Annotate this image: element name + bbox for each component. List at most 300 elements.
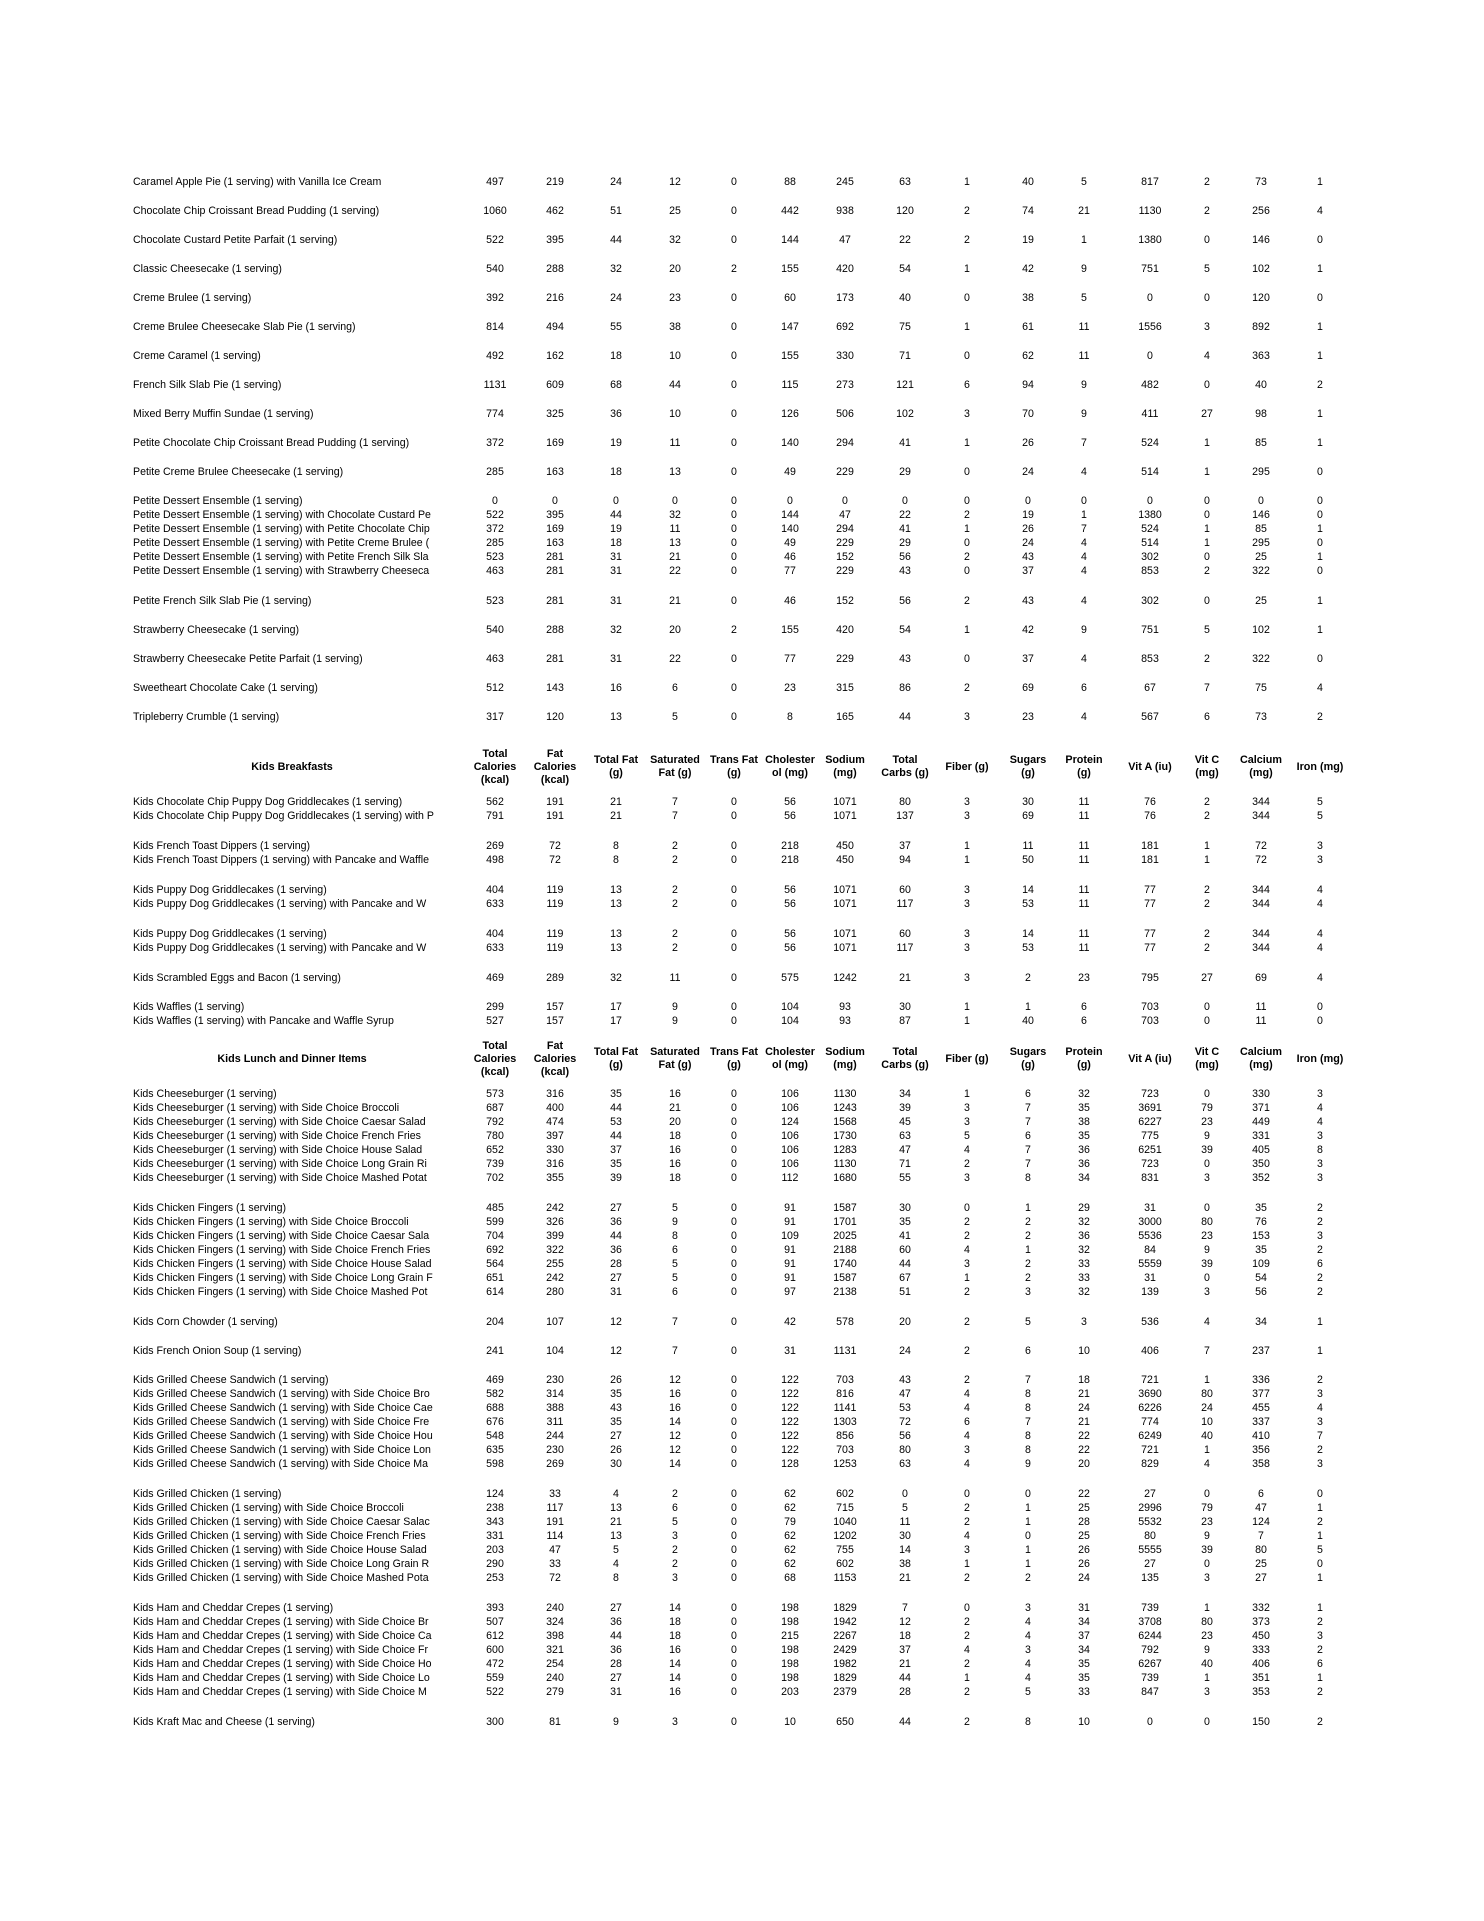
- item-name: Petite Creme Brulee Cheesecake (1 serving): [133, 466, 344, 478]
- item-name: Mixed Berry Muffin Sundae (1 serving): [133, 408, 314, 420]
- nutrient-value: 3: [964, 408, 970, 420]
- nutrient-value: 522: [486, 1686, 504, 1698]
- nutrient-value: 25: [1078, 1530, 1090, 1542]
- column-header: Vit C (mg): [1194, 754, 1220, 779]
- nutrient-value: 51: [610, 205, 622, 217]
- nutrient-value: 2: [1204, 205, 1210, 217]
- nutrient-value: 5: [1317, 1544, 1323, 1556]
- item-name: Kids Chicken Fingers (1 serving) with Side Choice French Fries: [133, 1244, 431, 1256]
- table-row: [0, 1171, 1484, 1185]
- nutrient-value: 43: [1022, 595, 1034, 607]
- nutrient-value: 1587: [833, 1272, 857, 1284]
- nutrient-value: 12: [669, 1374, 681, 1386]
- nutrient-value: 774: [486, 408, 504, 420]
- nutrient-value: 289: [546, 972, 564, 984]
- nutrient-value: 69: [1255, 972, 1267, 984]
- nutrient-value: 31: [610, 1286, 622, 1298]
- nutrient-value: 53: [1022, 898, 1034, 910]
- nutrient-value: 0: [1317, 292, 1323, 304]
- nutrient-value: 721: [1141, 1374, 1159, 1386]
- item-name: Strawberry Cheesecake Petite Parfait (1 serving): [133, 653, 363, 665]
- nutrient-value: 14: [669, 1602, 681, 1614]
- nutrient-value: 112: [781, 1172, 799, 1184]
- nutrient-value: 22: [669, 565, 681, 577]
- nutrient-value: 1: [1317, 321, 1323, 333]
- nutrient-value: 26: [1078, 1544, 1090, 1556]
- table-row: [0, 1387, 1484, 1401]
- nutrient-value: 22: [899, 509, 911, 521]
- nutrient-value: 1242: [833, 972, 857, 984]
- nutrient-value: 147: [781, 321, 799, 333]
- nutrient-value: 0: [964, 537, 970, 549]
- nutrient-value: 12: [610, 1345, 622, 1357]
- nutrient-value: 0: [731, 1244, 737, 1256]
- nutrient-value: 4: [1025, 1672, 1031, 1684]
- table-row: [0, 681, 1484, 695]
- nutrient-value: 22: [1078, 1430, 1090, 1442]
- nutrient-value: 13: [610, 942, 622, 954]
- nutrient-value: 2: [1317, 379, 1323, 391]
- nutrient-value: 703: [1141, 1015, 1159, 1027]
- nutrient-value: 3: [1025, 1286, 1031, 1298]
- nutrient-value: 0: [1204, 1001, 1210, 1013]
- table-row: [0, 508, 1484, 522]
- nutrient-value: 4: [1317, 884, 1323, 896]
- nutrient-value: 1071: [833, 884, 857, 896]
- nutrient-value: 449: [1252, 1116, 1270, 1128]
- nutrient-value: 3: [1025, 1602, 1031, 1614]
- table-row: [0, 1014, 1484, 1028]
- item-name: Kids Ham and Cheddar Crepes (1 serving) with Side Choice Fr: [133, 1644, 428, 1656]
- nutrient-value: 77: [1144, 942, 1156, 954]
- nutrient-value: 0: [731, 1202, 737, 1214]
- nutrient-value: 3: [964, 1172, 970, 1184]
- nutrient-value: 485: [486, 1202, 504, 1214]
- nutrient-value: 36: [610, 1216, 622, 1228]
- nutrient-value: 93: [839, 1001, 851, 1013]
- nutrient-value: 11: [1078, 854, 1090, 866]
- table-row: [0, 1201, 1484, 1215]
- nutrient-value: 0: [492, 495, 498, 507]
- item-name: Tripleberry Crumble (1 serving): [133, 711, 280, 723]
- nutrient-value: 27: [1201, 408, 1213, 420]
- nutrient-value: 0: [1204, 495, 1210, 507]
- nutrient-value: 4: [964, 1644, 970, 1656]
- nutrient-value: 1: [964, 854, 970, 866]
- nutrient-value: 0: [731, 205, 737, 217]
- nutrient-value: 198: [781, 1602, 799, 1614]
- nutrient-value: 315: [836, 682, 854, 694]
- nutrient-value: 0: [1317, 509, 1323, 521]
- nutrient-value: 0: [731, 1416, 737, 1428]
- item-name: Kids Kraft Mac and Cheese (1 serving): [133, 1716, 315, 1728]
- nutrient-value: 21: [669, 551, 681, 563]
- nutrient-value: 1: [1204, 854, 1210, 866]
- nutrient-value: 5: [1081, 292, 1087, 304]
- item-name: Kids Grilled Cheese Sandwich (1 serving): [133, 1374, 329, 1386]
- nutrient-value: 27: [610, 1602, 622, 1614]
- nutrient-value: 612: [486, 1630, 504, 1642]
- nutrient-value: 14: [669, 1672, 681, 1684]
- nutrient-value: 46: [784, 595, 796, 607]
- nutrient-value: 285: [486, 466, 504, 478]
- nutrient-value: 5: [902, 1502, 908, 1514]
- nutrient-value: 6: [1081, 682, 1087, 694]
- nutrient-value: 0: [731, 1488, 737, 1500]
- nutrient-value: 1: [964, 1672, 970, 1684]
- nutrient-value: 1071: [833, 942, 857, 954]
- table-row: [0, 897, 1484, 911]
- nutrient-value: 1071: [833, 810, 857, 822]
- table-row: [0, 1000, 1484, 1014]
- nutrient-value: 0: [731, 1015, 737, 1027]
- nutrient-value: 0: [902, 495, 908, 507]
- nutrient-value: 68: [784, 1572, 796, 1584]
- nutrient-value: 2: [1317, 1286, 1323, 1298]
- nutrient-value: 13: [610, 1502, 622, 1514]
- nutrient-value: 30: [899, 1202, 911, 1214]
- nutrient-value: 703: [836, 1444, 854, 1456]
- nutrient-value: 42: [1022, 624, 1034, 636]
- nutrient-value: 37: [610, 1144, 622, 1156]
- nutrient-value: 4: [964, 1402, 970, 1414]
- nutrient-value: 1: [964, 1272, 970, 1284]
- nutrient-value: 853: [1141, 565, 1159, 577]
- nutrient-value: 330: [1252, 1088, 1270, 1100]
- nutrient-value: 102: [1252, 263, 1270, 275]
- table-row: [0, 1429, 1484, 1443]
- nutrient-value: 55: [610, 321, 622, 333]
- nutrient-value: 2: [672, 898, 678, 910]
- nutrient-value: 506: [836, 408, 854, 420]
- nutrient-value: 27: [1201, 972, 1213, 984]
- table-row: [0, 1487, 1484, 1501]
- nutrient-value: 67: [1144, 682, 1156, 694]
- nutrient-value: 0: [1317, 1001, 1323, 1013]
- table-row: [0, 1543, 1484, 1557]
- nutrient-value: 4: [1317, 205, 1323, 217]
- item-name: Kids Cheeseburger (1 serving) with Side Choice Long Grain Ri: [133, 1158, 427, 1170]
- nutrient-value: 4: [1204, 1316, 1210, 1328]
- nutrient-value: 3: [1204, 321, 1210, 333]
- nutrient-value: 474: [546, 1116, 564, 1128]
- nutrient-value: 22: [669, 653, 681, 665]
- nutrient-value: 522: [486, 234, 504, 246]
- nutrient-value: 119: [546, 928, 564, 940]
- nutrient-value: 120: [546, 711, 564, 723]
- nutrient-value: 0: [1204, 1015, 1210, 1027]
- nutrient-value: 5: [1081, 176, 1087, 188]
- nutrient-value: 494: [546, 321, 564, 333]
- nutrient-value: 35: [610, 1388, 622, 1400]
- table-row: [0, 1215, 1484, 1229]
- nutrient-value: 792: [1141, 1644, 1159, 1656]
- nutrient-value: 38: [1022, 292, 1034, 304]
- nutrient-value: 0: [964, 466, 970, 478]
- nutrient-value: 256: [1252, 205, 1270, 217]
- nutrient-value: 20: [669, 624, 681, 636]
- nutrient-value: 242: [546, 1272, 564, 1284]
- nutrient-value: 1130: [833, 1158, 857, 1170]
- nutrient-value: 0: [731, 1130, 737, 1142]
- nutrient-value: 688: [486, 1402, 504, 1414]
- nutrient-value: 2: [964, 595, 970, 607]
- nutrient-value: 7: [1081, 523, 1087, 535]
- nutrient-value: 75: [899, 321, 911, 333]
- column-header: Saturated Fat (g): [650, 754, 700, 779]
- nutrient-value: 38: [1078, 1116, 1090, 1128]
- table-row: [0, 1443, 1484, 1457]
- nutrient-value: 91: [784, 1258, 796, 1270]
- nutrient-value: 3: [964, 1116, 970, 1128]
- nutrient-value: 1: [1204, 1602, 1210, 1614]
- nutrient-value: 77: [784, 653, 796, 665]
- nutrient-value: 704: [486, 1230, 504, 1242]
- nutrient-value: 20: [669, 263, 681, 275]
- nutrient-value: 795: [1141, 972, 1159, 984]
- nutrient-value: 814: [486, 321, 504, 333]
- table-row: [0, 839, 1484, 853]
- nutrient-value: 2: [964, 234, 970, 246]
- column-header: Total Fat (g): [593, 1046, 639, 1071]
- nutrient-value: 5: [1317, 796, 1323, 808]
- table-row: [0, 927, 1484, 941]
- nutrient-value: 13: [610, 898, 622, 910]
- nutrient-value: 47: [549, 1544, 561, 1556]
- nutrient-value: 3: [964, 810, 970, 822]
- column-header: Vit A (iu): [1128, 1052, 1172, 1065]
- nutrient-value: 0: [1147, 495, 1153, 507]
- nutrient-value: 1: [1204, 537, 1210, 549]
- nutrient-value: 2: [1025, 1230, 1031, 1242]
- nutrient-value: 91: [784, 1202, 796, 1214]
- nutrient-value: 8: [613, 1572, 619, 1584]
- nutrient-value: 527: [486, 1015, 504, 1027]
- table-row: [0, 795, 1484, 809]
- table-row: [0, 1629, 1484, 1643]
- nutrient-value: 2379: [833, 1686, 857, 1698]
- nutrient-value: 237: [1252, 1345, 1270, 1357]
- item-name: Petite Dessert Ensemble (1 serving) with Petite French Silk Sla: [133, 551, 429, 563]
- nutrient-value: 33: [549, 1488, 561, 1500]
- nutrient-value: 7: [902, 1602, 908, 1614]
- column-header: Total Calories (kcal): [473, 1039, 517, 1078]
- nutrient-value: 32: [1078, 1216, 1090, 1228]
- nutrient-value: 21: [669, 1102, 681, 1114]
- nutrient-value: 33: [1078, 1686, 1090, 1698]
- nutrient-value: 0: [731, 1430, 737, 1442]
- nutrient-value: 13: [610, 1530, 622, 1542]
- nutrient-value: 2: [964, 1616, 970, 1628]
- nutrient-value: 10: [1078, 1345, 1090, 1357]
- table-row: [0, 1285, 1484, 1299]
- nutrient-value: 0: [1204, 1488, 1210, 1500]
- nutrient-value: 816: [836, 1388, 854, 1400]
- nutrient-value: 0: [731, 1516, 737, 1528]
- table-row: [0, 1271, 1484, 1285]
- nutrient-value: 723: [1141, 1158, 1159, 1170]
- nutrient-value: 26: [610, 1374, 622, 1386]
- nutrient-value: 60: [899, 1244, 911, 1256]
- nutrient-value: 31: [1078, 1602, 1090, 1614]
- nutrient-value: 344: [1252, 796, 1270, 808]
- nutrient-value: 0: [731, 1716, 737, 1728]
- table-row: [0, 1571, 1484, 1585]
- nutrient-value: 497: [486, 176, 504, 188]
- nutrient-value: 42: [784, 1316, 796, 1328]
- nutrient-value: 1071: [833, 898, 857, 910]
- nutrient-value: 3: [964, 1444, 970, 1456]
- table-row: [0, 536, 1484, 550]
- nutrient-value: 229: [836, 653, 854, 665]
- nutrient-value: 47: [839, 509, 851, 521]
- nutrient-value: 68: [610, 379, 622, 391]
- nutrient-value: 325: [546, 408, 564, 420]
- nutrient-value: 31: [1144, 1202, 1156, 1214]
- nutrient-value: 218: [781, 840, 799, 852]
- nutrient-value: 69: [1022, 682, 1034, 694]
- nutrient-value: 9: [1204, 1644, 1210, 1656]
- nutrient-value: 523: [486, 595, 504, 607]
- nutrient-value: 60: [899, 884, 911, 896]
- nutrient-value: 67: [899, 1272, 911, 1284]
- nutrient-value: 4: [1025, 1658, 1031, 1670]
- nutrient-value: 43: [899, 565, 911, 577]
- nutrient-value: 21: [610, 810, 622, 822]
- nutrient-value: 12: [669, 176, 681, 188]
- nutrient-value: 0: [731, 1458, 737, 1470]
- nutrient-value: 3: [1317, 1088, 1323, 1100]
- nutrient-value: 0: [1204, 292, 1210, 304]
- nutrient-value: 463: [486, 565, 504, 577]
- nutrient-value: 122: [781, 1402, 799, 1414]
- item-name: Kids Ham and Cheddar Crepes (1 serving) with Side Choice Br: [133, 1616, 429, 1628]
- nutrient-value: 1: [964, 263, 970, 275]
- nutrient-value: 27: [610, 1272, 622, 1284]
- nutrient-value: 21: [1078, 205, 1090, 217]
- nutrient-value: 5: [1317, 810, 1323, 822]
- nutrient-value: 36: [610, 1616, 622, 1628]
- nutrient-value: 163: [546, 466, 564, 478]
- nutrient-value: 1: [1204, 523, 1210, 535]
- nutrient-value: 2: [964, 1374, 970, 1386]
- nutrient-value: 8: [672, 1230, 678, 1242]
- nutrient-value: 739: [1141, 1672, 1159, 1684]
- nutrient-value: 14: [899, 1544, 911, 1556]
- nutrient-value: 3690: [1138, 1388, 1162, 1400]
- nutrient-value: 322: [1252, 565, 1270, 577]
- item-name: Kids Chocolate Chip Puppy Dog Griddlecakes (1 serving) with P: [133, 810, 434, 822]
- nutrient-value: 31: [610, 595, 622, 607]
- nutrient-value: 62: [784, 1488, 796, 1500]
- nutrient-value: 56: [1255, 1286, 1267, 1298]
- nutrient-value: 11: [1022, 840, 1034, 852]
- nutrient-value: 56: [784, 796, 796, 808]
- nutrient-value: 14: [1022, 884, 1034, 896]
- nutrient-value: 56: [899, 1430, 911, 1442]
- nutrient-value: 169: [546, 437, 564, 449]
- nutrient-value: 4: [1081, 565, 1087, 577]
- nutrient-value: 120: [1252, 292, 1270, 304]
- nutrient-value: 3: [1025, 1644, 1031, 1656]
- item-name: Kids Grilled Cheese Sandwich (1 serving) with Side Choice Fre: [133, 1416, 430, 1428]
- nutrient-value: 36: [1078, 1230, 1090, 1242]
- nutrient-value: 3: [964, 928, 970, 940]
- nutrient-value: 24: [1078, 1572, 1090, 1584]
- nutrient-value: 2: [1025, 972, 1031, 984]
- table-row: [0, 809, 1484, 823]
- nutrient-value: 3: [964, 942, 970, 954]
- nutrient-value: 47: [839, 234, 851, 246]
- nutrient-value: 198: [781, 1644, 799, 1656]
- nutrient-value: 198: [781, 1616, 799, 1628]
- nutrient-value: 32: [610, 972, 622, 984]
- nutrient-value: 599: [486, 1216, 504, 1228]
- nutrient-value: 23: [784, 682, 796, 694]
- nutrient-value: 751: [1141, 624, 1159, 636]
- nutrient-value: 22: [1078, 1488, 1090, 1500]
- nutrient-value: 8: [613, 840, 619, 852]
- nutrient-value: 34: [1255, 1316, 1267, 1328]
- nutrient-value: 11: [1078, 796, 1090, 808]
- nutrient-value: 514: [1141, 466, 1159, 478]
- item-name: Petite Dessert Ensemble (1 serving) with Petite Chocolate Chip: [133, 523, 430, 535]
- table-row: [0, 262, 1484, 276]
- column-header: Fat Calories (kcal): [533, 1039, 577, 1078]
- nutrient-value: 406: [1141, 1345, 1159, 1357]
- nutrient-value: 18: [1078, 1374, 1090, 1386]
- nutrient-value: 540: [486, 624, 504, 636]
- nutrient-value: 10: [784, 1716, 796, 1728]
- nutrient-value: 1: [1317, 1672, 1323, 1684]
- nutrient-value: 62: [784, 1544, 796, 1556]
- nutrient-value: 288: [546, 624, 564, 636]
- nutrient-value: 0: [1204, 551, 1210, 563]
- table-row: [0, 1401, 1484, 1415]
- nutrient-value: 0: [1317, 466, 1323, 478]
- item-name: Kids Cheeseburger (1 serving) with Side Choice Caesar Salad: [133, 1116, 426, 1128]
- nutrient-value: 80: [899, 1444, 911, 1456]
- item-name: Kids Waffles (1 serving): [133, 1001, 245, 1013]
- nutrient-value: 0: [1204, 1088, 1210, 1100]
- nutrient-value: 44: [610, 234, 622, 246]
- nutrient-value: 93: [839, 1015, 851, 1027]
- nutrient-value: 2: [1204, 176, 1210, 188]
- nutrient-value: 157: [546, 1015, 564, 1027]
- nutrient-value: 86: [899, 682, 911, 694]
- nutrient-value: 1040: [833, 1516, 857, 1528]
- nutrient-value: 91: [784, 1272, 796, 1284]
- nutrient-value: 299: [486, 1001, 504, 1013]
- nutrient-value: 229: [836, 537, 854, 549]
- nutrient-value: 104: [546, 1345, 564, 1357]
- nutrient-value: 281: [546, 595, 564, 607]
- nutrient-value: 11: [1078, 928, 1090, 940]
- item-name: Kids Grilled Cheese Sandwich (1 serving) with Side Choice Hou: [133, 1430, 433, 1442]
- nutrient-value: 23: [669, 292, 681, 304]
- nutrient-value: 44: [610, 509, 622, 521]
- nutrient-value: 13: [610, 928, 622, 940]
- nutrient-value: 2: [964, 1686, 970, 1698]
- nutrient-value: 35: [1078, 1130, 1090, 1142]
- table-row: [0, 1115, 1484, 1129]
- nutrient-value: 255: [546, 1258, 564, 1270]
- nutrient-value: 410: [1252, 1430, 1270, 1442]
- nutrient-value: 524: [1141, 437, 1159, 449]
- nutrient-value: 71: [899, 350, 911, 362]
- nutrient-value: 198: [781, 1658, 799, 1670]
- nutrient-value: 85: [1255, 523, 1267, 535]
